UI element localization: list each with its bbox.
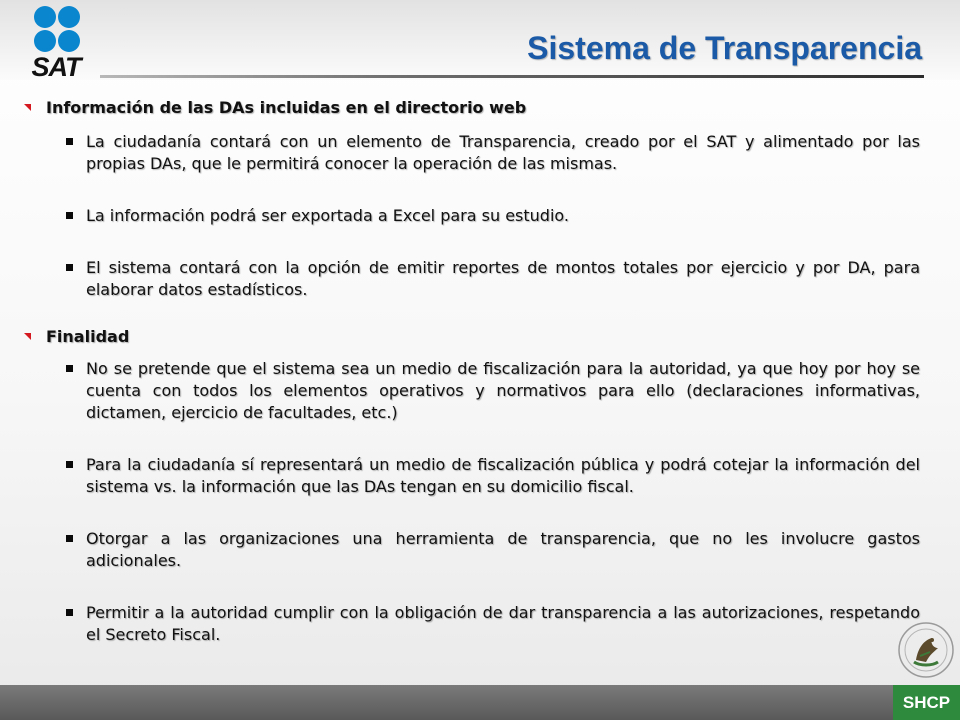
square-bullet-icon <box>66 212 73 219</box>
square-bullet-icon <box>66 138 73 145</box>
title-rule <box>100 75 924 78</box>
square-bullet-icon <box>66 461 73 468</box>
red-triangle-bullet-icon <box>24 333 31 340</box>
square-bullet-icon <box>66 535 73 542</box>
bullet-item: La ciudadanía contará con un elemento de Transparencia, creado por el SAT y alimentado por las propias DAs, que le permitirá conocer la operación de las mismas. <box>86 131 920 175</box>
logo-dot-icon <box>58 6 80 28</box>
square-bullet-icon <box>66 609 73 616</box>
bullet-item: Para la ciudadanía sí representará un medio de fiscalización pública y podrá cotejar la información del sistema vs. la información que las DAs tengan en su domicilio fiscal. <box>86 454 920 498</box>
slide-content <box>40 98 920 646</box>
logo-dot-icon <box>34 30 56 52</box>
bullet-item: El sistema contará con la opción de emitir reportes de montos totales por ejercicio y por DA, para elaborar datos estadísticos. <box>86 257 920 301</box>
mexican-coat-of-arms-icon <box>896 618 956 682</box>
bullet-item: La información podrá ser exportada a Excel para su estudio. <box>86 205 920 227</box>
section-heading-finalidad: Finalidad <box>40 327 920 346</box>
logo-dot-icon <box>58 30 80 52</box>
sat-logo <box>14 6 98 82</box>
shcp-logo: SHCP <box>893 685 960 720</box>
bullet-item: Otorgar a las organizaciones una herramienta de transparencia, que no les involucre gastos adicionales. <box>86 528 920 572</box>
sat-wordmark: SAT <box>31 52 81 82</box>
square-bullet-icon <box>66 264 73 271</box>
bullet-item: No se pretende que el sistema sea un medio de fiscalización para la autoridad, ya que hoy por hoy se cuenta con todos los elementos operativos y normativos para ello (declaraciones informativas, dictamen, ejercicio de facultades, etc.) <box>86 358 920 424</box>
red-triangle-bullet-icon <box>24 104 31 111</box>
section-heading-info: Información de las DAs incluidas en el directorio web <box>40 98 920 117</box>
slide-title: Sistema de Transparencia <box>527 30 922 66</box>
footer-bar <box>0 685 960 720</box>
bullet-item: Permitir a la autoridad cumplir con la obligación de dar transparencia a las autorizaciones, respetando el Secreto Fiscal. <box>86 602 920 646</box>
square-bullet-icon <box>66 365 73 372</box>
logo-dot-icon <box>34 6 56 28</box>
